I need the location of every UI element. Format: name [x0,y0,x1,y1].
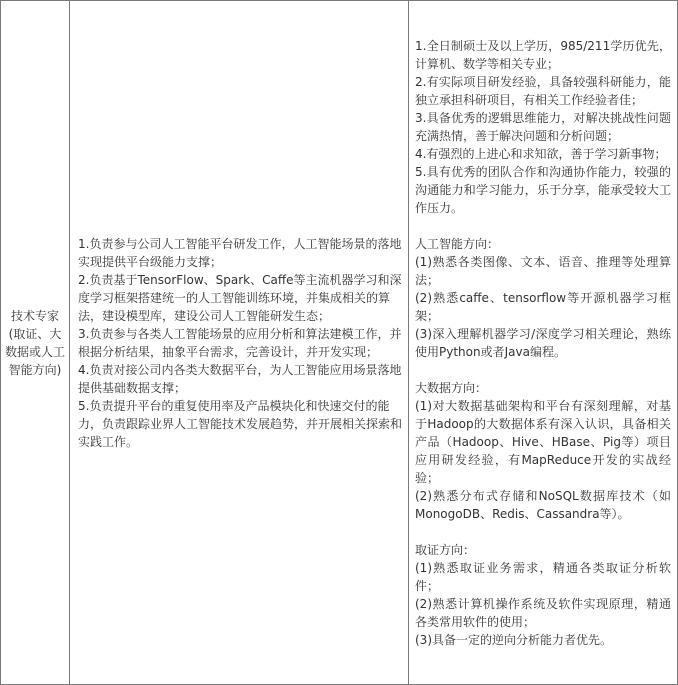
forensics-requirement-item: (1)熟悉取证业务需求，精通各类取证分析软件； [415,560,671,593]
ai-requirement-item: (3)深入理解机器学习/深度学习相关理论，熟练使用Python或者Java编程。 [415,326,671,359]
position-cell [1,1,70,685]
spacer [415,523,671,541]
bigdata-requirement-item: (2)熟悉分布式存储和NoSQL数据库技术（如MonogoDB、Redis、Cassandra等）。 [415,488,671,521]
forensics-requirement-item: (3)具备一定的逆向分析能力者优先。 [415,632,612,647]
requirement-item: 2.有实际项目研发经验，具备较强科研能力，能独立承担科研项目，有相关工作经验者佳； [415,74,671,107]
requirement-item: 4.有强烈的上进心和求知欲，善于学习新事物； [415,146,667,161]
forensics-section-heading: 取证方向： [415,542,476,557]
ai-section-heading: 人工智能方向： [415,236,500,251]
table-row [1,1,678,685]
requirements-cell [409,1,678,685]
duty-item: 4.负责对接公司内各类大数据平台，为人工智能应用场景落地提供基础数据支撑； [78,362,402,395]
spacer [415,361,671,379]
forensics-requirement-item: (2)熟悉计算机操作系统及软件实现原理，精通各类常用软件的使用； [415,596,671,629]
requirement-item: 3.具备优秀的逻辑思维能力，对解决挑战性问题充满热情，善于解决问题和分析问题； [415,110,671,143]
duty-item: 1.负责参与公司人工智能平台研发工作，人工智能场景的落地实现提供平台级能力支撑； [78,236,402,269]
ai-requirement-item: (1)熟悉各类图像、文本、语音、推理等处理算法； [415,254,671,287]
duty-item: 2.负责基于TensorFlow、Spark、Caffe等主流机器学习和深度学习框架搭建统一的人工智能训练环境，并集成相关的算法，建设模型库，建设公司人工智能研发生态； [78,272,402,323]
duty-item: 3.负责参与各类人工智能场景的应用分析和算法建模工作，并根据分析结果，抽象平台需求，完善设计，并开发实现； [78,326,402,359]
requirement-item: 5.具有优秀的团队合作和沟通协作能力，较强的沟通能力和学习能力，乐于分享，能承受较大工作压力。 [415,164,671,215]
duty-item: 5.负责提升平台的重复使用率及产品模块化和快速交付的能力，负责跟踪业界人工智能技术发展趋势，并开展相关探索和实践工作。 [78,398,403,449]
ai-requirement-item: (2)熟悉caffe、tensorflow等开源机器学习框架； [415,290,671,323]
spacer [415,217,671,235]
bigdata-section-heading: 大数据方向： [415,380,488,395]
bigdata-requirement-item: (1)对大数据基础架构和平台有深刻理解，对基于Hadoop的大数据体系有深入认识，具备相关产品（Hadoop、Hive、HBase、Pig等）项目应用研发经验，有MapReduce开发的实战经验； [415,398,671,485]
requirement-item: 1.全日制硕士及以上学历，985/211学历优先，计算机、数学等相关专业； [415,38,671,71]
position-title: 技术专家(取证、大数据或人工智能方向) [4,308,65,377]
duties-cell [70,1,409,685]
